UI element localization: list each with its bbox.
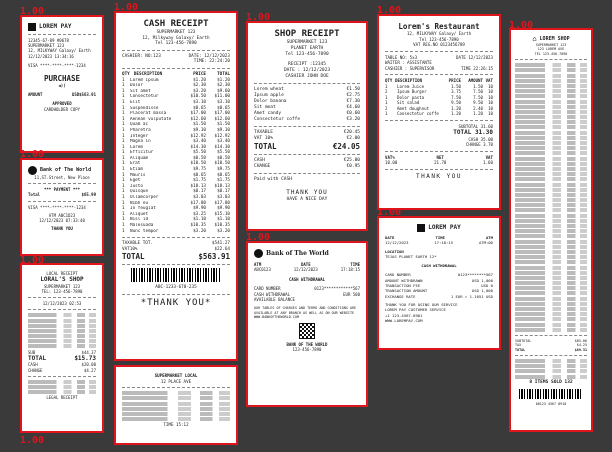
receipt-title: SHOP RECEIPT <box>274 29 340 39</box>
item-row: 1 Integer $12.92 $12.92 <box>122 133 230 139</box>
item-row: 1 Quam ac $1.50 $1.50 <box>122 122 230 128</box>
store-address: 12, Milkyway Galaxy/ Earth <box>142 35 210 41</box>
shop-name: LORAL'S SHOP <box>40 276 84 284</box>
house-icon: ⌂ <box>532 36 537 43</box>
time: TIME: 22:24:20 <box>193 59 230 65</box>
confidence-label: 1.00 <box>20 255 45 266</box>
receipt-title: CASH RECEIPT <box>143 19 209 29</box>
shop-logo: ⌂ LOREM SHOP <box>532 36 570 43</box>
confidence-label: 1.00 <box>20 435 45 446</box>
payment-heading: *** PAYMENT *** <box>43 187 81 193</box>
website: WWW.LOREMPAY.COM <box>385 317 423 323</box>
item-row: 1 Nisl id $1.10 $1.10 <box>122 217 230 223</box>
transaction-row: CARD NUMBER 0123********567 <box>385 272 493 278</box>
item-row: 2 Ipsum Burger 3.75 7.50 10 <box>385 89 493 94</box>
items-sold: 8 ITEMS SOLD 132 <box>529 379 573 385</box>
transaction-title: CASH WITHDRAWAL <box>421 263 457 269</box>
purchase-heading: PURCHASE <box>43 74 81 84</box>
item-row: Dolor banana €7.30 <box>254 99 360 104</box>
store-address: 123 LOREM AVE <box>537 47 565 52</box>
cash-value: €25.00 <box>343 158 360 163</box>
transaction-row: EXCHANGE RATE 1 EUR = 1.1051 USD <box>385 293 493 299</box>
item-row: 1 Magna in $3.40 $3.40 <box>122 139 230 145</box>
time: TIME 22:26:15 <box>460 65 493 71</box>
total-label: TOTAL <box>122 252 145 262</box>
item-row: 1 Ullamcorper $3.03 $3.03 <box>122 195 230 201</box>
customer-service: LOREM PAY CUSTOMER SERVICE <box>385 307 446 313</box>
vat-reg: VAT REG.NO 0123456789 <box>413 42 465 47</box>
change-value: €0.95 <box>346 164 360 169</box>
store-name: SUPERMARKET 123 <box>28 43 65 49</box>
change-value: 3.70 <box>483 142 493 147</box>
cash-label: CASH <box>254 158 265 163</box>
tax-value: $4.25 <box>576 343 587 348</box>
date-time: 12/12/2023 02:53 <box>42 301 82 307</box>
item-row: 1 Justo $10.13 $10.13 <box>122 183 230 189</box>
restaurant-phone: Tel 123-456-7890 <box>419 36 459 42</box>
restaurant-address: 12, MILKYWAY Galaxy/ Earth <box>406 31 472 36</box>
date-time: 12/12/2023 13:34:16 <box>28 53 74 59</box>
globe-icon <box>28 166 37 175</box>
atm-id: ATM ABC1D23 <box>48 212 76 218</box>
vat-header: VAT% NET VAT <box>385 154 493 160</box>
footer-lines <box>515 359 587 379</box>
lorem-pay-logo-icon <box>417 224 425 232</box>
item-row: 1 Consectetur coffe 1.20 1.20 10 <box>385 111 493 116</box>
item-row: 1 Sit amet $3.20 $9.60 <box>122 88 230 94</box>
receipt-loral-shop[interactable]: LOCAL RECEIPT LORAL'S SHOP SUPERMARKET 123 TEL: 123-456-7890 12/12/2023 02:53 SUB $44.37 TOTAL $15.73 CASH $20.00 CHANGE $4.27 LEGAL RECEIPT <box>20 263 104 433</box>
taxable-label: TAXABLE TOT. <box>122 241 154 247</box>
item-row: 1 Pharetra $9.10 $9.10 <box>122 127 230 133</box>
item-row: 1 Aliquam $0.50 $0.50 <box>122 155 230 161</box>
thanks-message: THANK YOU FOR USING OUR SERVICE <box>385 301 458 307</box>
terms-note: OUR TABLES OF CHARGES AND TERMS AND CONDITIONS ARE AVAILABLE AT ANY BRANCH AS WELL AS ON OUR WEBSITE WWW.BANKOFTHEWORLD.COM <box>254 306 357 320</box>
approved-label: APPROVED <box>52 101 72 107</box>
item-row: 1 Etiam $9.75 $9.75 <box>122 167 230 173</box>
item-row: 1 Sit salad 9.50 9.50 10 <box>385 100 493 105</box>
confidence-label: 1.00 <box>246 12 271 23</box>
item-row: Lorem wheat €1.50 <box>254 87 360 92</box>
store-phone: TEL 123-456-7890 <box>534 51 568 56</box>
cash-value: 35.00 <box>480 136 493 142</box>
location-label: LOCATION <box>385 248 404 254</box>
subtotal-label: SUBTOTAL <box>515 338 532 343</box>
subtotal-value: 31.60 <box>480 123 493 129</box>
cash-label: CASH <box>468 136 479 142</box>
total-value: 31.30 <box>474 129 493 136</box>
vat-label: VAT 10% <box>254 136 273 141</box>
confidence-label: 1.00 <box>20 149 45 160</box>
amount-label: AMOUNT <box>28 92 43 98</box>
bank-address: 11,ST.Street, New Place <box>34 175 90 180</box>
change-label: CHANGE <box>254 164 271 169</box>
change-value: $4.27 <box>83 367 96 373</box>
thanks-message: THANK YOU <box>415 172 462 180</box>
total-label: TOTAL <box>453 129 472 136</box>
store-address: PLANET EARTH <box>290 46 324 51</box>
item-row: 2 Amet doughnut 1.20 2.40 10 <box>385 105 493 111</box>
vat-value: $22.64 <box>214 246 230 252</box>
subtotal-value: $85.06 <box>574 338 587 343</box>
location-value: TEJAS PLANET EARTH 12* <box>385 253 437 259</box>
total-label: TOTAL <box>28 354 47 362</box>
time: TIME 15:12 <box>163 422 189 428</box>
amount-value: $65.99 <box>81 192 96 198</box>
total-value: $563.91 <box>198 252 230 262</box>
lorem-pay-logo: LOREM PAY <box>28 23 96 31</box>
receipt-local[interactable] <box>114 365 238 445</box>
shop-address: SUPERMARKET 123 <box>43 283 81 289</box>
item-lines <box>515 63 587 332</box>
item-row: Consectetur coffe €3.20 <box>254 117 360 122</box>
store-phone: Tel 123-456-7890 <box>155 41 197 47</box>
wish-message: HAVE A NICE DAY <box>286 196 328 202</box>
taxable-value: €20.45 <box>343 130 360 135</box>
item-list <box>254 87 360 123</box>
item-row: Sit meat €4.60 <box>254 105 360 110</box>
atm-header: ATM DATE TIME <box>254 262 360 267</box>
store-name: SUPERMARKET 123 <box>535 43 567 47</box>
card-number: VISA ****-****-****-1234 <box>28 62 86 68</box>
transaction-row: TRANSACTION AMOUNT USD 1,000 <box>385 288 493 294</box>
taxable-label: TAXABLE <box>254 130 273 135</box>
atm-header: DATE TIME ATM <box>385 235 493 240</box>
tax-label: TAX <box>515 343 522 348</box>
item-row: 1 Eget $1.75 $1.75 <box>122 178 230 184</box>
waiter: WAITER : ASSISTANTE <box>385 60 432 65</box>
item-row: 1 In feugiat $9.90 $9.90 <box>122 206 230 212</box>
payment-method: Paid with CASH <box>254 177 292 182</box>
cashier: CASHIER: NO:123 <box>122 53 161 59</box>
thanks-message: THANK YOU <box>51 226 73 232</box>
cash-value: $20.00 <box>81 362 96 368</box>
receipt-top-label: LOCAL RECEIPT <box>46 271 78 276</box>
card-number: 0123************567 <box>314 286 360 292</box>
subtotal-label: SUBTOTAL <box>458 123 479 129</box>
footer-lines <box>28 380 96 394</box>
transaction-rows <box>385 272 493 298</box>
withdrawal-label: CASH WITHDRAWAL <box>254 291 291 297</box>
total-value: $15.73 <box>74 354 96 362</box>
item-row: 1 Lorem ipsum $1.20 $1.20 <box>122 77 230 83</box>
total-value: $89.31 <box>574 347 587 352</box>
receipt-cash[interactable] <box>114 11 238 361</box>
item-row: 1 Consectetur $10.50 $11.00 <box>122 94 230 100</box>
transaction-row: TRANSACTION FEE USD 0 <box>385 283 493 289</box>
barcode <box>519 389 583 399</box>
receipt-card-slip[interactable] <box>20 15 104 153</box>
confidence-label: 1.00 <box>377 207 402 218</box>
thanks-message: *THANK YOU* <box>140 297 212 308</box>
receipt-restaurant[interactable] <box>377 14 501 210</box>
receipt-footer: LEGAL RECEIPT <box>46 395 78 401</box>
vat-value: €2.00 <box>346 136 360 141</box>
transaction-title: CASH WITHDRAWAL <box>288 276 326 282</box>
transaction-row: AMOUNT WITHDRAWN USD 1,000 <box>385 277 493 283</box>
confidence-label: 1.00 <box>20 6 45 17</box>
item-row: 1 Suspendisse $8.65 $8.65 <box>122 105 230 111</box>
barcode-number: ABC-1233-678-235 <box>155 285 197 291</box>
item-row: 1 Nunc tempor $3.20 $3.20 <box>122 228 230 234</box>
globe-icon <box>254 249 263 258</box>
vat-values: 10.00 21.70 1.60 <box>385 160 493 165</box>
card-number: VISA ****-****-****-1234 <box>28 204 86 210</box>
receipt-bank-payment[interactable] <box>20 158 104 256</box>
table-number: TABLE NO: 5x3 <box>385 54 418 60</box>
total-label: TOTAL <box>515 347 526 352</box>
receipt-shop[interactable] <box>246 21 368 231</box>
receipt-title: SUPERMARKET LOCAL <box>154 373 198 378</box>
subtotal-value: $44.37 <box>81 349 96 355</box>
amount-label: Total <box>28 192 41 198</box>
date: DATE : 12/12/2023 <box>283 68 331 73</box>
restaurant-name: Lorem's Restaurant <box>398 22 480 31</box>
terminal-id: 12345-67-89 #0678 <box>28 38 69 43</box>
item-row: 1 Malesuada $10.35 $10.35 <box>122 223 230 228</box>
thanks-message: THANK YOU <box>286 189 328 196</box>
atm-values: ABC0123 12/12/2023 17:18:15 <box>254 267 360 273</box>
store-address: 12 PLACE AVE <box>160 378 192 384</box>
item-row: 1 Placerat massa $17.00 $17.00 <box>122 111 230 117</box>
bank-logo: Bank of The World <box>28 166 96 175</box>
cashier: CASHIER : SUPERVISOR <box>385 65 435 71</box>
change-label: CHANGE <box>465 142 481 147</box>
store-phone: Tel 123-456-7890 <box>285 52 329 57</box>
table-header: QTY DESCRIPTION PRICE TOTAL <box>122 71 230 77</box>
lorem-pay-logo: LOREM PAY <box>385 224 493 232</box>
item-row: 1 Dolor $2.30 $2.30 <box>122 83 230 89</box>
cashier: CASHIER JOHN DOE <box>285 74 329 79</box>
contactless-icon: ◀)) <box>58 83 66 89</box>
receipt-bank-atm[interactable] <box>246 241 368 407</box>
taxable-value: $541.27 <box>211 241 230 247</box>
confidence-label: 1.00 <box>114 2 139 13</box>
card-label: CARD NUMBER <box>254 286 281 292</box>
vat-label: VAT10% <box>122 246 138 252</box>
qr-code <box>299 323 315 339</box>
item-row: 1 Aliquet $3.25 $15.10 <box>122 211 230 217</box>
bank-logo: Bank of The World <box>254 249 360 258</box>
receipt-number: RECEIPT :12345 <box>288 62 326 67</box>
item-row: 1 Elit $3.10 $3.10 <box>122 99 230 105</box>
store-name: SUPERMARKET 123 <box>156 30 196 35</box>
store-address: 12, MILKYWAY Galaxy/ Earth <box>28 48 91 54</box>
date: DATE 12/12/2023 <box>456 54 493 60</box>
table-header: QTY DESCRIPTION PRICE AMOUNT VAT <box>385 78 493 83</box>
item-list <box>385 84 493 117</box>
confidence-label: 1.00 <box>246 232 271 243</box>
item-row: 1 Lorem Juice 1.50 1.50 10 <box>385 83 493 89</box>
barcode-number: 00123 4567 8910 <box>535 401 567 406</box>
item-lines <box>122 391 230 421</box>
total-value: €24.05 <box>332 142 360 151</box>
item-row: 1 Aenean vulputate $12.60 $12.60 <box>122 116 230 122</box>
lorem-pay-logo-icon <box>28 23 36 31</box>
item-lines <box>28 313 96 348</box>
item-row: Amet candy €0.60 <box>254 111 360 116</box>
item-row: 1 Erat $10.50 $10.50 <box>122 161 230 167</box>
item-row: 1 Efficitur $5.50 $5.50 <box>122 150 230 156</box>
item-row: Ipsum apple €2.75 <box>254 93 360 98</box>
date: DATE: 12/12/2023 <box>188 53 230 59</box>
item-row: 1 Mauris $0.65 $0.65 <box>122 172 230 178</box>
cardholder-copy: CARDHOLDER COPY <box>43 106 81 112</box>
balance-label: AVAILABLE BALANCE <box>254 297 295 303</box>
confidence-label: 1.00 <box>509 20 534 31</box>
bank-footer: BANK OF THE WORLD <box>286 341 328 347</box>
service-phone: +1 123-4567-8901 <box>385 312 423 318</box>
amount-value: USD$563.91 <box>71 92 96 98</box>
receipt-lorem-shop[interactable] <box>509 28 593 432</box>
shop-phone: TEL: 123-456-7890 <box>41 288 83 294</box>
confidence-label: 1.00 <box>377 5 402 16</box>
atm-values: 12/12/2023 17:18:15 ATM:0D <box>385 240 493 246</box>
item-list <box>122 78 230 235</box>
item-row: 1 Dolor pasta 7.50 7.50 10 <box>385 94 493 100</box>
receipt-lorem-pay-atm[interactable] <box>377 216 501 350</box>
store-name: SUPERMARKET 123 <box>286 40 328 45</box>
barcode <box>131 268 221 282</box>
withdrawal-amount: EUR 500 <box>343 291 360 297</box>
item-row: 1 Nibh eu $17.80 $17.80 <box>122 200 230 206</box>
bank-phone: 123-456-7890 <box>292 347 322 353</box>
item-row: 1 Lorem $14.30 $14.30 <box>122 144 230 150</box>
item-row: 1 Quisque $0.17 $0.17 <box>122 189 230 195</box>
date-time: 12/12/2023 07:33:40 <box>39 218 85 224</box>
total-label: TOTAL <box>254 142 277 151</box>
